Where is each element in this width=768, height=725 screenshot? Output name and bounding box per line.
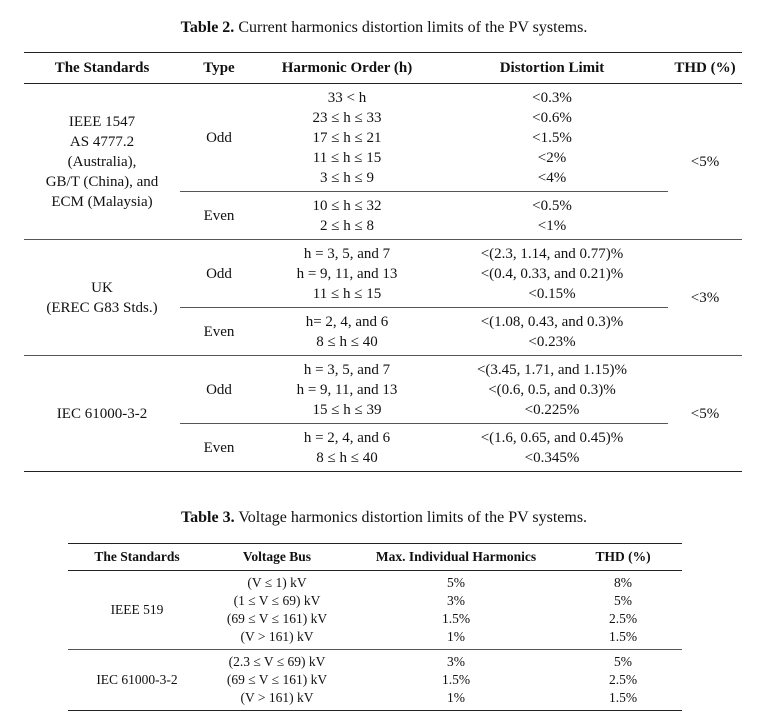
table3-caption-text: Voltage harmonics distortion limits of the PV systems. (238, 509, 588, 526)
order-line: h = 9, 11, and 13 (296, 266, 398, 282)
order-line: h = 3, 5, and 7 (303, 362, 391, 378)
table3-caption-label: Table 3. (180, 509, 235, 526)
limit-line: <0.6% (532, 110, 572, 126)
order-line: 8 ≤ h ≤ 40 (316, 450, 378, 466)
limit-cell (436, 356, 668, 424)
harmonic-line: 1.5% (441, 672, 471, 687)
thd-cell (564, 650, 682, 711)
order-line: 15 ≤ h ≤ 39 (312, 402, 382, 418)
limit-cell (436, 84, 668, 192)
standard-line: UK (91, 279, 113, 296)
limit-line: <(2.3, 1.14, and 0.77)% (480, 246, 624, 262)
type-cell: Even (180, 424, 258, 472)
order-cell (258, 240, 436, 308)
limit-line: <1.5% (532, 130, 572, 146)
standard-cell (24, 240, 180, 356)
table3-col-standards: The Standards (68, 544, 206, 571)
table3-caption (0, 509, 768, 527)
table3-header-row (68, 544, 682, 571)
max-harmonics-cell (348, 650, 564, 711)
thd-cell (564, 571, 682, 650)
standard-line: (EREC G83 Stds.) (46, 299, 158, 316)
order-line: h = 2, 4, and 6 (303, 430, 391, 446)
table3-col-max-harmonics: Max. Individual Harmonics (348, 544, 564, 571)
thd-line: 5% (614, 654, 632, 669)
order-line: h= 2, 4, and 6 (305, 314, 389, 330)
order-line: 2 ≤ h ≤ 8 (320, 218, 374, 234)
limit-cell (436, 308, 668, 356)
type-cell: Even (180, 308, 258, 356)
order-line: 8 ≤ h ≤ 40 (316, 334, 378, 350)
harmonic-line: 1% (447, 690, 465, 705)
thd-line: 2.5% (608, 611, 638, 626)
thd-line: 5% (614, 593, 632, 608)
limit-line: <0.345% (524, 450, 580, 466)
limit-line: <2% (537, 150, 567, 166)
type-cell: Odd (180, 356, 258, 424)
limit-line: <(0.4, 0.33, and 0.21)% (480, 266, 624, 282)
harmonic-line: 1.5% (441, 611, 471, 626)
thd-cell: <3% (668, 240, 742, 356)
thd-line: 1.5% (608, 690, 638, 705)
table2-header-row (24, 53, 742, 84)
table3-col-thd: THD (%) (564, 544, 682, 571)
standard-line: ECM (Malaysia) (51, 193, 153, 210)
table2-caption (0, 19, 768, 37)
order-cell (258, 84, 436, 192)
bus-line: (V > 161) kV (240, 629, 314, 644)
standard-line: IEEE 1547 (68, 113, 136, 130)
bus-line: (V ≤ 1) kV (247, 575, 307, 590)
limit-line: <0.5% (532, 198, 572, 214)
order-cell (258, 192, 436, 240)
order-cell (258, 308, 436, 356)
table-row (24, 84, 742, 192)
table2-col-harmonic-order: Harmonic Order (h) (258, 53, 436, 84)
standard-line: (Australia), (67, 153, 137, 170)
bus-line: (69 ≤ V ≤ 161) kV (226, 672, 328, 687)
limit-line: <1% (537, 218, 567, 234)
limit-line: <(3.45, 1.71, and 1.15)% (476, 362, 628, 378)
table2-caption-label: Table 2. (180, 19, 235, 36)
table3-col-voltage-bus: Voltage Bus (206, 544, 348, 571)
limit-line: <(1.6, 0.65, and 0.45)% (480, 430, 624, 446)
type-cell: Odd (180, 240, 258, 308)
harmonic-line: 5% (447, 575, 465, 590)
limit-line: <0.225% (524, 402, 580, 418)
standard-line: AS 4777.2 (69, 133, 135, 150)
table-row (24, 356, 742, 424)
table2 (24, 52, 742, 472)
bus-line: (V > 161) kV (240, 690, 314, 705)
table-row (68, 571, 682, 650)
order-line: 23 ≤ h ≤ 33 (312, 110, 382, 126)
limit-line: <(0.6, 0.5, and 0.3)% (488, 382, 616, 398)
harmonic-line: 3% (447, 654, 465, 669)
thd-line: 2.5% (608, 672, 638, 687)
order-line: 11 ≤ h ≤ 15 (312, 286, 382, 302)
table2-col-thd: THD (%) (668, 53, 742, 84)
thd-cell: <5% (668, 84, 742, 240)
table-row (68, 650, 682, 711)
limit-cell (436, 192, 668, 240)
voltage-bus-cell (206, 571, 348, 650)
order-line: 11 ≤ h ≤ 15 (312, 150, 382, 166)
bus-line: (2.3 ≤ V ≤ 69) kV (228, 654, 326, 669)
standard-line: GB/T (China), and (45, 173, 159, 190)
type-cell: Odd (180, 84, 258, 192)
table2-col-distortion-limit: Distortion Limit (436, 53, 668, 84)
table3 (68, 543, 682, 711)
limit-line: <0.23% (528, 334, 576, 350)
thd-cell: <5% (668, 356, 742, 472)
limit-cell (436, 424, 668, 472)
bus-line: (1 ≤ V ≤ 69) kV (233, 593, 321, 608)
order-cell (258, 356, 436, 424)
thd-line: 8% (614, 575, 632, 590)
standard-cell (24, 84, 180, 240)
standard-cell: IEC 61000-3-2 (68, 650, 206, 711)
limit-cell (436, 240, 668, 308)
table2-caption-text: Current harmonics distortion limits of the PV systems. (238, 19, 588, 36)
limit-line: <0.15% (528, 286, 576, 302)
limit-line: <(1.08, 0.43, and 0.3)% (480, 314, 624, 330)
order-line: 17 ≤ h ≤ 21 (312, 130, 382, 146)
standard-cell: IEEE 519 (68, 571, 206, 650)
order-line: h = 3, 5, and 7 (303, 246, 391, 262)
harmonic-line: 3% (447, 593, 465, 608)
order-line: 10 ≤ h ≤ 32 (312, 198, 382, 214)
order-cell (258, 424, 436, 472)
harmonic-line: 1% (447, 629, 465, 644)
limit-line: <0.3% (532, 90, 572, 106)
max-harmonics-cell (348, 571, 564, 650)
standard-line: IEC 61000-3-2 (56, 405, 148, 422)
standard-cell (24, 356, 180, 472)
table2-col-standards: The Standards (24, 53, 180, 84)
table2-col-type: Type (180, 53, 258, 84)
order-line: 33 < h (327, 90, 367, 106)
bus-line: (69 ≤ V ≤ 161) kV (226, 611, 328, 626)
thd-line: 1.5% (608, 629, 638, 644)
order-line: h = 9, 11, and 13 (296, 382, 398, 398)
table-row (24, 240, 742, 308)
limit-line: <4% (537, 170, 567, 186)
order-line: 3 ≤ h ≤ 9 (320, 170, 374, 186)
voltage-bus-cell (206, 650, 348, 711)
type-cell: Even (180, 192, 258, 240)
